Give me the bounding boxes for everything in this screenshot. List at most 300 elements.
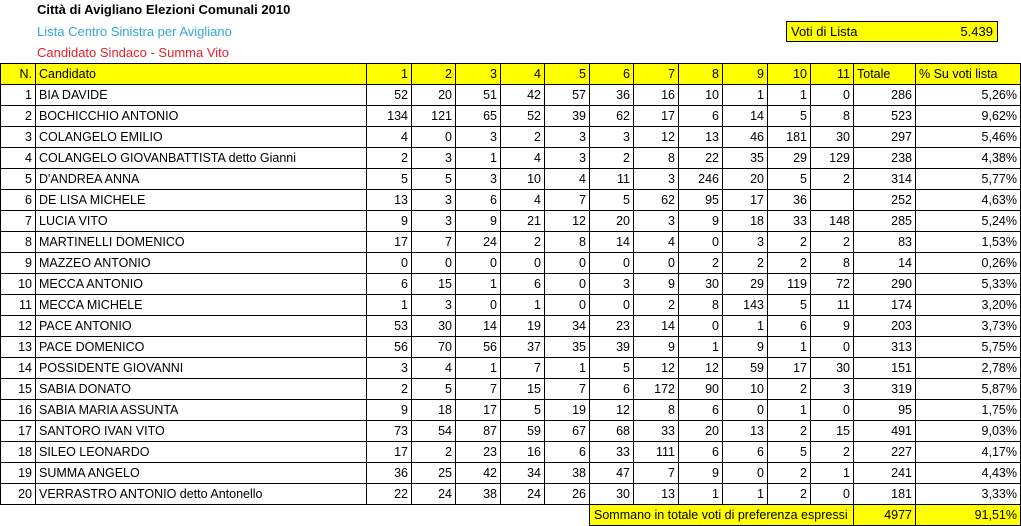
section-votes: 5 <box>367 169 412 190</box>
section-votes: 9 <box>634 337 679 358</box>
candidate-name: MARTINELLI DOMENICO <box>36 232 367 253</box>
section-votes: 7 <box>456 379 501 400</box>
column-header: 8 <box>679 64 723 85</box>
section-votes: 17 <box>367 232 412 253</box>
section-votes: 3 <box>412 190 456 211</box>
candidate-total: 285 <box>854 211 916 232</box>
section-votes: 20 <box>412 85 456 106</box>
section-votes: 2 <box>768 232 811 253</box>
section-votes: 14 <box>590 232 634 253</box>
candidate-pct: 5,75% <box>916 337 1021 358</box>
table-row <box>1 484 1021 505</box>
table-row <box>1 148 1021 169</box>
section-votes: 1 <box>768 337 811 358</box>
section-votes: 129 <box>811 148 854 169</box>
section-votes: 0 <box>723 463 768 484</box>
section-votes: 0 <box>811 484 854 505</box>
candidate-total: 14 <box>854 253 916 274</box>
section-votes: 39 <box>590 337 634 358</box>
section-votes: 10 <box>723 379 768 400</box>
candidate-name: DE LISA MICHELE <box>36 190 367 211</box>
section-votes: 4 <box>634 232 679 253</box>
voti-lista-label: Voti di Lista <box>791 24 858 39</box>
row-number: 15 <box>1 379 36 400</box>
section-votes: 148 <box>811 211 854 232</box>
section-votes: 12 <box>545 211 590 232</box>
candidate-name: MECCA MICHELE <box>36 295 367 316</box>
totals-spacer <box>1 505 590 526</box>
section-votes: 56 <box>367 337 412 358</box>
candidato-sindaco-label: Candidato Sindaco - Summa Vito <box>37 45 229 60</box>
section-votes: 2 <box>412 442 456 463</box>
section-votes: 1 <box>723 85 768 106</box>
candidate-pct: 1,53% <box>916 232 1021 253</box>
section-votes: 1 <box>679 337 723 358</box>
row-number: 14 <box>1 358 36 379</box>
section-votes: 3 <box>456 127 501 148</box>
section-votes: 1 <box>768 85 811 106</box>
candidate-name: SABIA DONATO <box>36 379 367 400</box>
section-votes: 0 <box>679 232 723 253</box>
section-votes: 143 <box>723 295 768 316</box>
section-votes: 8 <box>811 106 854 127</box>
section-votes: 73 <box>367 421 412 442</box>
row-number: 20 <box>1 484 36 505</box>
section-votes: 7 <box>501 358 545 379</box>
candidate-name: MECCA ANTONIO <box>36 274 367 295</box>
section-votes: 22 <box>679 148 723 169</box>
section-votes: 1 <box>679 484 723 505</box>
section-votes: 11 <box>590 169 634 190</box>
section-votes: 8 <box>545 232 590 253</box>
section-votes: 9 <box>367 400 412 421</box>
section-votes: 0 <box>545 295 590 316</box>
row-number: 10 <box>1 274 36 295</box>
section-votes: 67 <box>545 421 590 442</box>
section-votes: 1 <box>723 484 768 505</box>
section-votes: 19 <box>545 400 590 421</box>
candidate-total: 151 <box>854 358 916 379</box>
section-votes: 30 <box>811 127 854 148</box>
section-votes: 0 <box>545 274 590 295</box>
section-votes: 14 <box>456 316 501 337</box>
section-votes: 2 <box>811 442 854 463</box>
section-votes: 2 <box>634 295 679 316</box>
section-votes: 9 <box>811 316 854 337</box>
table-row <box>1 190 1021 211</box>
candidate-total: 290 <box>854 274 916 295</box>
section-votes: 68 <box>590 421 634 442</box>
section-votes: 6 <box>590 379 634 400</box>
row-number: 5 <box>1 169 36 190</box>
candidate-total: 523 <box>854 106 916 127</box>
column-header: N. <box>1 64 36 85</box>
section-votes: 0 <box>456 295 501 316</box>
row-number: 13 <box>1 337 36 358</box>
grand-total-pct: 91,51% <box>916 505 1021 526</box>
section-votes: 0 <box>811 400 854 421</box>
candidate-total: 241 <box>854 463 916 484</box>
section-votes: 2 <box>590 148 634 169</box>
section-votes: 22 <box>367 484 412 505</box>
candidate-name: BIA DAVIDE <box>36 85 367 106</box>
section-votes: 6 <box>679 442 723 463</box>
candidate-total: 181 <box>854 484 916 505</box>
city-title: Città di Avigliano Elezioni Comunali 2010 <box>37 2 291 17</box>
table-row <box>1 358 1021 379</box>
candidate-name: VERRASTRO ANTONIO detto Antonello <box>36 484 367 505</box>
section-votes: 36 <box>590 85 634 106</box>
section-votes: 26 <box>545 484 590 505</box>
section-votes: 12 <box>590 400 634 421</box>
section-votes: 1 <box>545 358 590 379</box>
section-votes: 6 <box>501 274 545 295</box>
section-votes: 8 <box>811 253 854 274</box>
section-votes: 2 <box>723 253 768 274</box>
section-votes: 13 <box>679 127 723 148</box>
section-votes: 5 <box>768 295 811 316</box>
column-header: 5 <box>545 64 590 85</box>
section-votes: 0 <box>723 400 768 421</box>
candidate-pct: 5,46% <box>916 127 1021 148</box>
section-votes: 0 <box>501 253 545 274</box>
section-votes: 29 <box>723 274 768 295</box>
table-row <box>1 127 1021 148</box>
section-votes: 38 <box>545 463 590 484</box>
table-row <box>1 421 1021 442</box>
candidate-name: PACE DOMENICO <box>36 337 367 358</box>
section-votes: 6 <box>679 400 723 421</box>
candidate-pct: 4,63% <box>916 190 1021 211</box>
section-votes: 33 <box>634 421 679 442</box>
section-votes: 2 <box>768 253 811 274</box>
table-row <box>1 316 1021 337</box>
section-votes: 6 <box>723 442 768 463</box>
section-votes: 4 <box>367 127 412 148</box>
section-votes: 36 <box>768 190 811 211</box>
table-row <box>1 232 1021 253</box>
section-votes: 3 <box>634 169 679 190</box>
section-votes: 246 <box>679 169 723 190</box>
candidate-pct: 0,26% <box>916 253 1021 274</box>
section-votes: 38 <box>456 484 501 505</box>
column-header: 10 <box>768 64 811 85</box>
section-votes: 8 <box>634 148 679 169</box>
section-votes: 10 <box>501 169 545 190</box>
section-votes: 33 <box>768 211 811 232</box>
row-number: 3 <box>1 127 36 148</box>
section-votes: 0 <box>412 253 456 274</box>
candidate-name: SANTORO IVAN VITO <box>36 421 367 442</box>
section-votes: 72 <box>811 274 854 295</box>
section-votes: 23 <box>590 316 634 337</box>
section-votes: 5 <box>768 106 811 127</box>
column-header: Candidato <box>36 64 367 85</box>
section-votes: 6 <box>679 106 723 127</box>
section-votes: 16 <box>634 85 679 106</box>
section-votes: 20 <box>590 211 634 232</box>
candidate-total: 238 <box>854 148 916 169</box>
section-votes: 111 <box>634 442 679 463</box>
section-votes: 2 <box>367 148 412 169</box>
section-votes: 4 <box>412 358 456 379</box>
section-votes: 3 <box>634 211 679 232</box>
section-votes: 17 <box>456 400 501 421</box>
grand-total: 4977 <box>854 505 916 526</box>
candidate-name: COLANGELO EMILIO <box>36 127 367 148</box>
section-votes: 36 <box>367 463 412 484</box>
section-votes: 1 <box>367 295 412 316</box>
section-votes: 1 <box>723 316 768 337</box>
column-header: 7 <box>634 64 679 85</box>
row-number: 2 <box>1 106 36 127</box>
section-votes: 2 <box>768 421 811 442</box>
section-votes: 11 <box>811 295 854 316</box>
section-votes: 181 <box>768 127 811 148</box>
section-votes: 7 <box>412 232 456 253</box>
section-votes: 0 <box>590 295 634 316</box>
candidate-total: 286 <box>854 85 916 106</box>
candidate-name: BOCHICCHIO ANTONIO <box>36 106 367 127</box>
section-votes: 12 <box>634 127 679 148</box>
section-votes: 5 <box>412 379 456 400</box>
voti-lista-box <box>786 21 998 42</box>
section-votes: 9 <box>456 211 501 232</box>
section-votes: 7 <box>545 379 590 400</box>
table-row <box>1 337 1021 358</box>
section-votes: 17 <box>723 190 768 211</box>
section-votes: 13 <box>723 421 768 442</box>
section-votes: 1 <box>456 148 501 169</box>
section-votes: 3 <box>367 358 412 379</box>
candidate-name: SABIA MARIA ASSUNTA <box>36 400 367 421</box>
section-votes: 14 <box>723 106 768 127</box>
candidate-name: MAZZEO ANTONIO <box>36 253 367 274</box>
row-number: 1 <box>1 85 36 106</box>
section-votes: 24 <box>412 484 456 505</box>
section-votes: 7 <box>545 190 590 211</box>
section-votes: 8 <box>679 295 723 316</box>
section-votes: 2 <box>768 463 811 484</box>
candidate-pct: 4,43% <box>916 463 1021 484</box>
row-number: 7 <box>1 211 36 232</box>
section-votes: 18 <box>723 211 768 232</box>
section-votes: 51 <box>456 85 501 106</box>
voti-lista-value: 5.439 <box>960 24 993 39</box>
row-number: 12 <box>1 316 36 337</box>
candidate-name: D'ANDREA ANNA <box>36 169 367 190</box>
section-votes: 6 <box>545 442 590 463</box>
section-votes: 134 <box>367 106 412 127</box>
column-header: Totale <box>854 64 916 85</box>
section-votes: 39 <box>545 106 590 127</box>
section-votes: 9 <box>679 211 723 232</box>
section-votes: 19 <box>501 316 545 337</box>
section-votes: 65 <box>456 106 501 127</box>
section-votes: 1 <box>811 463 854 484</box>
section-votes: 37 <box>501 337 545 358</box>
section-votes: 30 <box>679 274 723 295</box>
section-votes: 6 <box>768 316 811 337</box>
table-header-row <box>1 64 1021 85</box>
section-votes: 52 <box>367 85 412 106</box>
section-votes: 95 <box>679 190 723 211</box>
section-votes: 34 <box>501 463 545 484</box>
section-votes: 121 <box>412 106 456 127</box>
candidate-total: 203 <box>854 316 916 337</box>
candidate-total: 313 <box>854 337 916 358</box>
section-votes: 1 <box>456 274 501 295</box>
section-votes: 13 <box>634 484 679 505</box>
candidate-name: SUMMA ANGELO <box>36 463 367 484</box>
row-number: 16 <box>1 400 36 421</box>
table-row <box>1 253 1021 274</box>
candidate-pct: 9,03% <box>916 421 1021 442</box>
table-row <box>1 106 1021 127</box>
results-table <box>0 63 1021 526</box>
section-votes: 119 <box>768 274 811 295</box>
section-votes: 0 <box>679 316 723 337</box>
section-votes: 56 <box>456 337 501 358</box>
candidate-total: 252 <box>854 190 916 211</box>
section-votes: 0 <box>811 337 854 358</box>
section-votes: 5 <box>590 358 634 379</box>
section-votes: 18 <box>412 400 456 421</box>
section-votes: 12 <box>634 358 679 379</box>
section-votes: 2 <box>501 127 545 148</box>
row-number: 11 <box>1 295 36 316</box>
column-header: 4 <box>501 64 545 85</box>
section-votes: 3 <box>811 379 854 400</box>
section-votes: 2 <box>811 232 854 253</box>
candidate-pct: 1,75% <box>916 400 1021 421</box>
column-header: % Su voti lista <box>916 64 1021 85</box>
table-row <box>1 379 1021 400</box>
candidate-total: 314 <box>854 169 916 190</box>
section-votes: 3 <box>545 148 590 169</box>
section-votes: 42 <box>456 463 501 484</box>
section-votes: 3 <box>412 211 456 232</box>
column-header: 3 <box>456 64 501 85</box>
table-row <box>1 400 1021 421</box>
section-votes: 90 <box>679 379 723 400</box>
totals-row <box>1 505 1021 526</box>
section-votes: 70 <box>412 337 456 358</box>
table-row <box>1 463 1021 484</box>
section-votes: 6 <box>367 274 412 295</box>
table-row <box>1 211 1021 232</box>
section-votes: 8 <box>634 400 679 421</box>
section-votes: 20 <box>679 421 723 442</box>
section-votes: 2 <box>501 232 545 253</box>
section-votes: 172 <box>634 379 679 400</box>
candidate-total: 491 <box>854 421 916 442</box>
section-votes: 7 <box>634 463 679 484</box>
candidate-pct: 4,17% <box>916 442 1021 463</box>
section-votes: 24 <box>456 232 501 253</box>
section-votes: 13 <box>367 190 412 211</box>
section-votes: 25 <box>412 463 456 484</box>
section-votes: 52 <box>501 106 545 127</box>
section-votes: 57 <box>545 85 590 106</box>
section-votes: 53 <box>367 316 412 337</box>
section-votes: 2 <box>367 379 412 400</box>
section-votes: 12 <box>679 358 723 379</box>
column-header: 9 <box>723 64 768 85</box>
section-votes: 5 <box>590 190 634 211</box>
section-votes: 17 <box>367 442 412 463</box>
candidate-pct: 5,24% <box>916 211 1021 232</box>
section-votes: 34 <box>545 316 590 337</box>
column-header: 1 <box>367 64 412 85</box>
section-votes: 17 <box>634 106 679 127</box>
row-number: 4 <box>1 148 36 169</box>
candidate-pct: 5,77% <box>916 169 1021 190</box>
section-votes: 15 <box>501 379 545 400</box>
section-votes: 3 <box>412 295 456 316</box>
candidate-pct: 5,87% <box>916 379 1021 400</box>
section-votes <box>811 190 854 211</box>
section-votes: 59 <box>501 421 545 442</box>
section-votes: 3 <box>456 169 501 190</box>
section-votes: 29 <box>768 148 811 169</box>
section-votes: 5 <box>768 442 811 463</box>
table-row <box>1 274 1021 295</box>
table-row <box>1 442 1021 463</box>
section-votes: 5 <box>501 400 545 421</box>
section-votes: 46 <box>723 127 768 148</box>
candidate-name: LUCIA VITO <box>36 211 367 232</box>
section-votes: 35 <box>545 337 590 358</box>
section-votes: 1 <box>501 295 545 316</box>
candidate-name: COLANGELO GIOVANBATTISTA detto Gianni <box>36 148 367 169</box>
section-votes: 42 <box>501 85 545 106</box>
section-votes: 3 <box>545 127 590 148</box>
section-votes: 4 <box>501 148 545 169</box>
section-votes: 15 <box>412 274 456 295</box>
section-votes: 59 <box>723 358 768 379</box>
table-row <box>1 85 1021 106</box>
section-votes: 33 <box>590 442 634 463</box>
section-votes: 30 <box>590 484 634 505</box>
section-votes: 17 <box>768 358 811 379</box>
candidate-name: PACE ANTONIO <box>36 316 367 337</box>
row-number: 17 <box>1 421 36 442</box>
candidate-pct: 2,78% <box>916 358 1021 379</box>
section-votes: 4 <box>545 169 590 190</box>
column-header: 2 <box>412 64 456 85</box>
candidate-total: 83 <box>854 232 916 253</box>
section-votes: 0 <box>590 253 634 274</box>
lista-label: Lista Centro Sinistra per Avigliano <box>37 24 232 39</box>
candidate-pct: 5,26% <box>916 85 1021 106</box>
section-votes: 4 <box>501 190 545 211</box>
row-number: 6 <box>1 190 36 211</box>
table-row <box>1 169 1021 190</box>
section-votes: 0 <box>412 127 456 148</box>
candidate-total: 227 <box>854 442 916 463</box>
row-number: 8 <box>1 232 36 253</box>
candidate-total: 319 <box>854 379 916 400</box>
section-votes: 20 <box>723 169 768 190</box>
section-votes: 2 <box>768 484 811 505</box>
section-votes: 3 <box>723 232 768 253</box>
section-votes: 15 <box>811 421 854 442</box>
section-votes: 0 <box>367 253 412 274</box>
row-number: 18 <box>1 442 36 463</box>
row-number: 19 <box>1 463 36 484</box>
candidate-name: POSSIDENTE GIOVANNI <box>36 358 367 379</box>
